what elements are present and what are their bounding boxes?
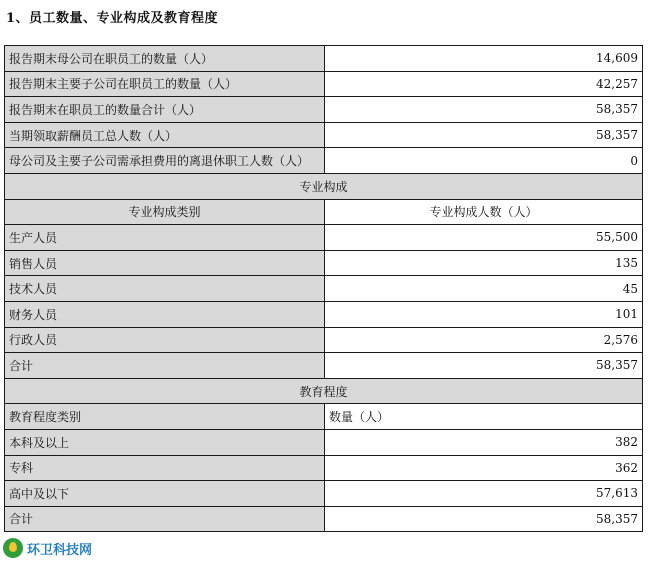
row-label: 高中及以下 (5, 481, 325, 507)
table-row (5, 327, 643, 353)
table-row (5, 250, 643, 276)
column-header: 专业构成人数（人） (325, 199, 643, 225)
row-label: 合计 (5, 506, 325, 532)
table-row (5, 148, 643, 174)
row-value: 2,576 (325, 327, 643, 353)
watermark-logo (0, 535, 104, 561)
row-value: 382 (325, 429, 643, 455)
row-label: 母公司及主要子公司需承担费用的离退休职工人数（人） (5, 148, 325, 174)
column-header: 专业构成类别 (5, 199, 325, 225)
row-value: 0 (325, 148, 643, 174)
row-label: 本科及以上 (5, 429, 325, 455)
table-row (5, 353, 643, 379)
row-label: 报告期末主要子公司在职员工的数量（人） (5, 71, 325, 97)
row-value: 101 (325, 301, 643, 327)
column-header: 数量（人） (325, 404, 643, 430)
section-title-education: 教育程度 (5, 378, 643, 404)
table-row (5, 225, 643, 251)
row-value: 42,257 (325, 71, 643, 97)
row-label: 合计 (5, 353, 325, 379)
table-row (5, 481, 643, 507)
row-value: 362 (325, 455, 643, 481)
row-value: 58,357 (325, 97, 643, 123)
staff-table (4, 45, 643, 532)
table-row (5, 455, 643, 481)
row-label: 财务人员 (5, 301, 325, 327)
section-header-row (5, 378, 643, 404)
page-title: 1、员工数量、专业构成及教育程度 (6, 11, 219, 26)
row-label: 当期领取薪酬员工总人数（人） (5, 122, 325, 148)
section-header-row (5, 173, 643, 199)
row-label: 专科 (5, 455, 325, 481)
row-value: 58,357 (325, 506, 643, 532)
row-label: 报告期末在职员工的数量合计（人） (5, 97, 325, 123)
row-value: 135 (325, 250, 643, 276)
row-value: 14,609 (325, 46, 643, 72)
table-row (5, 301, 643, 327)
row-label: 销售人员 (5, 250, 325, 276)
watermark-text: 环卫科技网 (27, 542, 93, 558)
row-label: 报告期末母公司在职员工的数量（人） (5, 46, 325, 72)
section-title-professional: 专业构成 (5, 173, 643, 199)
column-header-row (5, 404, 643, 430)
row-value: 45 (325, 276, 643, 302)
column-header-row (5, 199, 643, 225)
drop-logo-icon (3, 538, 23, 558)
row-value: 58,357 (325, 353, 643, 379)
table-row (5, 71, 643, 97)
table-row (5, 122, 643, 148)
row-value: 55,500 (325, 225, 643, 251)
table-row (5, 506, 643, 532)
row-label: 技术人员 (5, 276, 325, 302)
table-row (5, 46, 643, 72)
row-value: 58,357 (325, 122, 643, 148)
row-label: 生产人员 (5, 225, 325, 251)
row-value: 57,613 (325, 481, 643, 507)
table-row (5, 429, 643, 455)
table-row (5, 276, 643, 302)
table-row (5, 97, 643, 123)
column-header: 教育程度类别 (5, 404, 325, 430)
row-label: 行政人员 (5, 327, 325, 353)
